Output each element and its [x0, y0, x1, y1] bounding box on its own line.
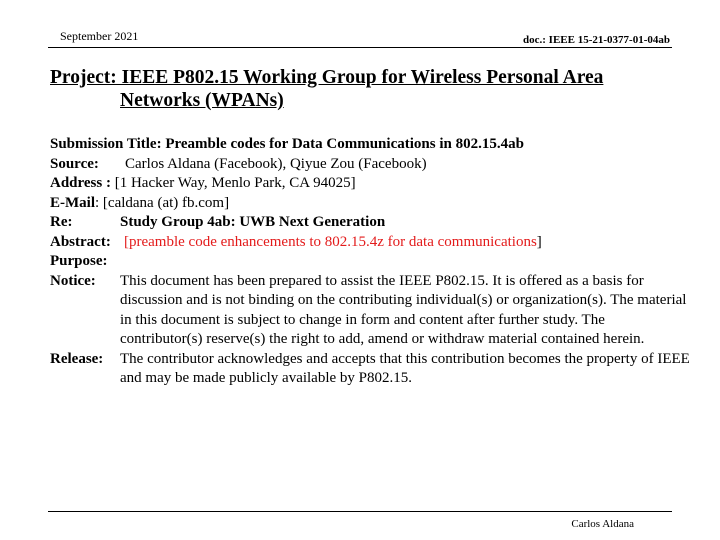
notice-label: Notice:: [50, 272, 96, 289]
release-row: [50, 350, 690, 389]
re-row: [50, 213, 690, 233]
re-label: Re:: [50, 214, 73, 230]
header-divider: [48, 47, 672, 48]
submission-title: Submission Title: Preamble codes for Data Communications in 802.15.4ab: [50, 136, 524, 152]
release-label: Release:: [50, 350, 104, 367]
notice-value: This document has been prepared to assist the IEEE P802.15. It is offered as a basis for discussion and is not binding on the contributing individual(s) or organization(s). The material in this document is subject to change in form and content after further study. The contributor(s) reserve(s) the right to add, amend or withdraw material contained herein.: [120, 272, 687, 347]
email-row: [50, 194, 690, 214]
abstract-label: Abstract:: [50, 233, 111, 250]
submission-fields: [50, 135, 690, 389]
address-label: Address :: [50, 175, 111, 191]
address-row: [50, 174, 690, 194]
email-value: : [caldana (at) fb.com]: [95, 194, 230, 211]
project-title: [50, 66, 670, 112]
abstract-row: [50, 233, 690, 253]
header-date: September 2021: [60, 29, 139, 43]
abstract-value: preamble code enhancements to 802.15.4z for data communications: [129, 233, 537, 250]
source-label: Source:: [50, 155, 99, 172]
abstract-open-bracket: [: [124, 233, 129, 250]
project-title-line2: Networks (WPANs): [120, 90, 284, 111]
email-label: E-Mail: [50, 194, 95, 211]
purpose-label: Purpose:: [50, 253, 108, 269]
abstract-close-bracket: ]: [536, 233, 542, 250]
release-value: The contributor acknowledges and accepts that this contribution becomes the property of IEEE and may be made publicly available by P802.15.: [120, 350, 690, 386]
notice-row: [50, 272, 690, 350]
address-value: [1 Hacker Way, Menlo Park, CA 94025]: [114, 175, 356, 191]
footer-author: Carlos Aldana: [571, 518, 634, 530]
header-doc-id: doc.: IEEE 15-21-0377-01-04ab: [523, 34, 670, 46]
source-value: Carlos Aldana (Facebook), Qiyue Zou (Facebook): [125, 155, 427, 172]
footer-divider: [48, 511, 672, 512]
source-row: [50, 155, 690, 175]
project-title-line1: Project: IEEE P802.15 Working Group for Wireless Personal Area: [50, 67, 604, 88]
re-value: Study Group 4ab: UWB Next Generation: [120, 214, 386, 230]
